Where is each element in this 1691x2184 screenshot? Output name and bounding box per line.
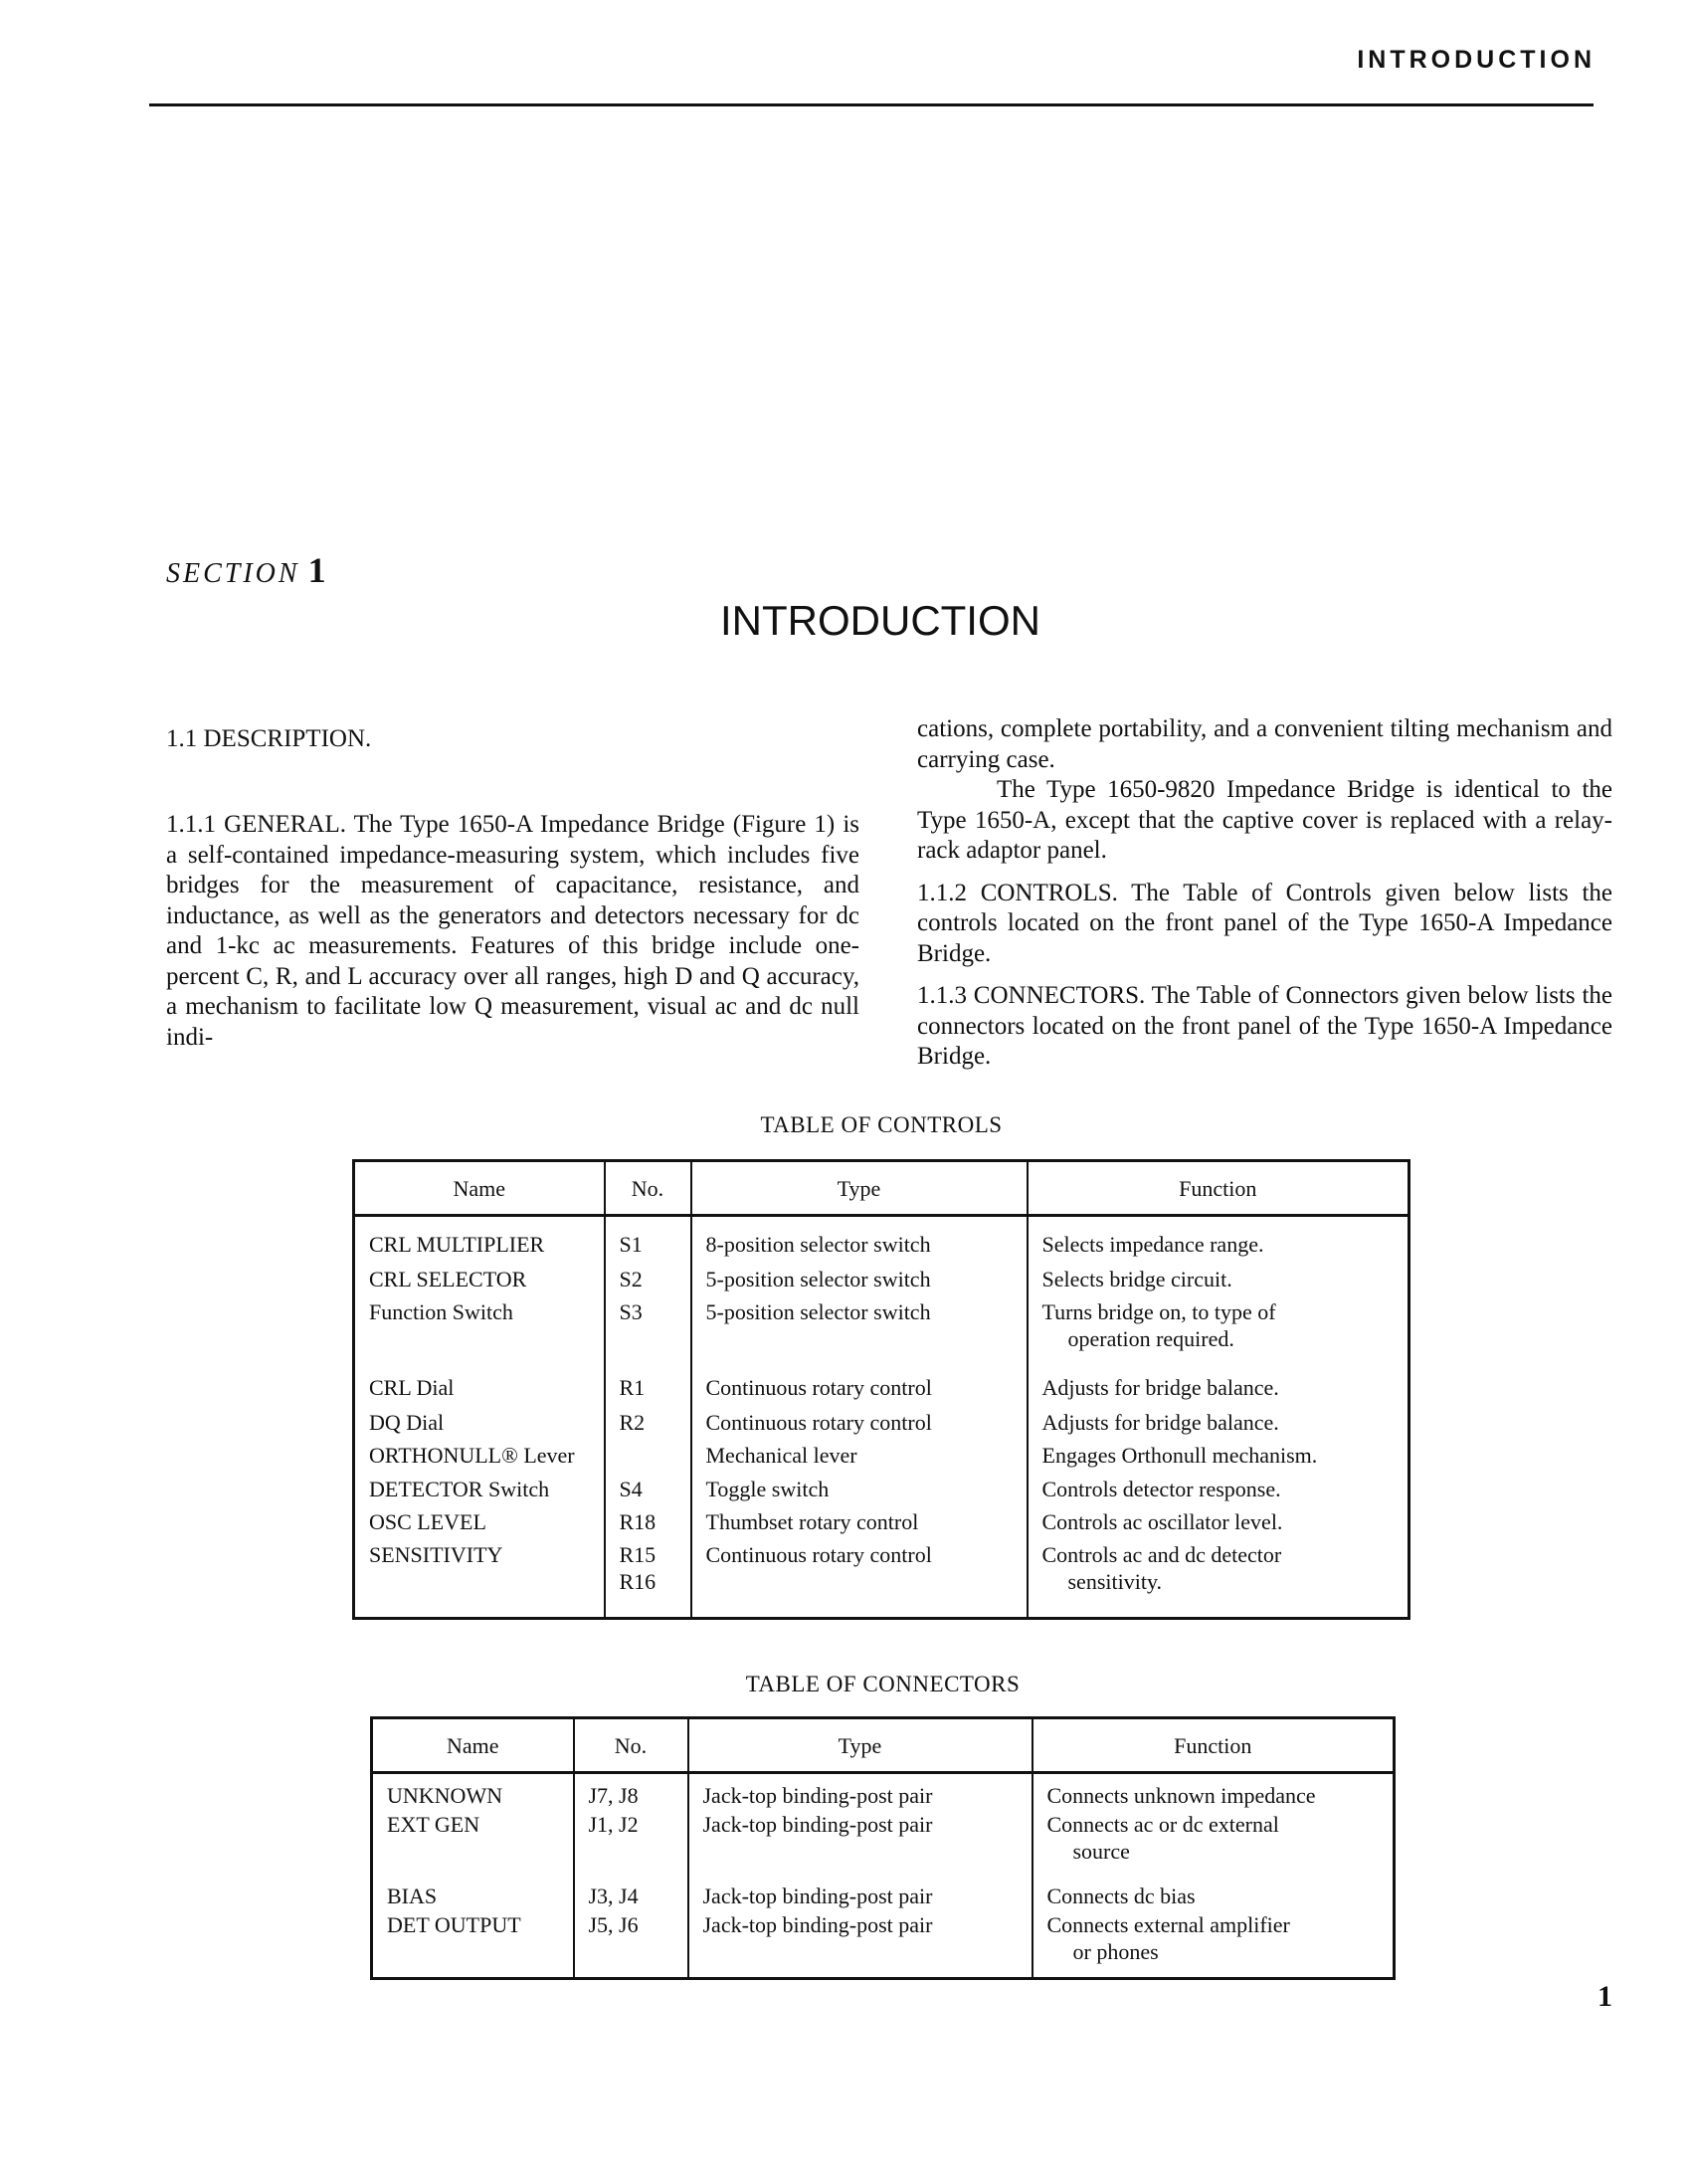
name-cell [354,1440,605,1473]
general-paragraph: 1.1.1 GENERAL. The Type 1650-A Impedance Bridge (Figure 1) is a self-contained impedance-measuring system, which includes five bridges for the measurement of capacitance, resistance, and inductance, as well as the generators and detectors necessary for dc and 1-kc ac measurements. Features of this bridge include one-percent C, R, and L accuracy over all ranges, high D and Q accuracy, a mechanism to facilitate low Q measurement, visual ac and dc null indi- [166,811,859,1051]
type-cell [691,1506,1028,1539]
function-cell [1028,1440,1409,1473]
table-row [354,1216,1409,1265]
function-cell [1028,1539,1409,1619]
header-function: Function [1033,1718,1395,1773]
function-cell [1028,1474,1409,1506]
header-name: Name [354,1161,605,1216]
connectors-table [370,1716,1396,1980]
type-cell [691,1296,1028,1360]
type-cell [691,1360,1028,1407]
type-cell [691,1440,1028,1473]
type-cell-text: 5-position selector switch [705,1267,931,1292]
no-cell-text: S2 [619,1267,643,1292]
table-row [354,1506,1409,1539]
name-cell-text: CRL MULTIPLIER [369,1232,545,1257]
table-row [372,1809,1395,1865]
type-cell [691,1216,1028,1265]
function-cell-text: Connects ac or dc external [1046,1812,1279,1837]
function-cell-text: Adjusts for bridge balance. [1041,1410,1279,1436]
chapter-title: INTRODUCTION [720,597,1040,644]
function-cell [1033,1865,1395,1909]
name-cell [372,1865,574,1909]
type-cell-text: Continuous rotary control [705,1410,932,1436]
no-cell-text: J3, J4 [588,1884,639,1908]
type-cell [691,1474,1028,1506]
no-cell-text: R2 [619,1410,646,1436]
no-cell [574,1909,688,1979]
no-cell-text: S3 [619,1299,643,1325]
name-cell [372,1773,574,1810]
type-cell-text: 5-position selector switch [705,1299,931,1325]
type-cell-text: Mechanical lever [705,1443,857,1469]
type-cell [688,1909,1033,1979]
no-cell [605,1539,691,1619]
no-cell-text: R1 [619,1375,646,1401]
no-cell [605,1440,691,1473]
type-cell [691,1539,1028,1619]
no-cell-text: R18 [619,1508,657,1534]
table-row [372,1865,1395,1909]
no-cell [605,1216,691,1265]
name-cell [354,1360,605,1407]
no-cell-text: J1, J2 [588,1812,639,1837]
function-cell-text: Controls detector response. [1041,1476,1281,1501]
table-row [354,1474,1409,1506]
no-cell-text: S1 [619,1232,643,1257]
type-cell-text: Continuous rotary control [705,1541,932,1567]
type-9820-paragraph: The Type 1650-9820 Impedance Bridge is identical to the Type 1650-A, except that the captive cover is replaced with a relay-rack adaptor panel. [917,776,1612,864]
table-row [372,1773,1395,1810]
section-label-text: SECTION [166,558,300,589]
general-paragraph-cont: cations, complete portability, and a convenient tilting mechanism and carrying case. [917,715,1612,773]
function-cell-text: Selects bridge circuit. [1041,1267,1232,1292]
function-cell-text: Connects dc bias [1046,1884,1196,1908]
type-cell [688,1809,1033,1865]
no-cell [574,1865,688,1909]
function-cell [1028,1264,1409,1296]
no-cell-text-cont: R16 [619,1568,657,1594]
table-row [354,1264,1409,1296]
header-no: No. [605,1161,691,1216]
name-cell [354,1474,605,1506]
no-cell [574,1809,688,1865]
controls-table-title: TABLE OF CONTROLS [760,1112,1003,1137]
header-rule [149,103,1594,106]
name-cell [354,1539,605,1619]
table-row [354,1440,1409,1473]
name-cell-text: OSC LEVEL [369,1508,486,1534]
type-cell [691,1407,1028,1440]
name-cell [354,1506,605,1539]
function-cell-text-cont: operation required. [1067,1326,1234,1352]
function-cell [1028,1360,1409,1407]
no-cell [605,1506,691,1539]
name-cell-text: EXT GEN [387,1812,480,1837]
no-cell [605,1264,691,1296]
connectors-table-title: TABLE OF CONNECTORS [745,1672,1021,1696]
running-header: INTRODUCTION [1357,46,1596,74]
header-name: Name [372,1718,574,1773]
name-cell [354,1216,605,1265]
type-cell-text: Jack-top binding-post pair [702,1912,933,1937]
name-cell-text: DETECTOR Switch [369,1476,550,1501]
left-column-body [166,810,859,1053]
function-cell [1033,1773,1395,1810]
no-cell [605,1360,691,1407]
name-cell-text: BIAS [387,1884,438,1908]
section-label [166,549,329,591]
function-cell-text: Connects unknown impedance [1046,1783,1316,1808]
table-row [354,1407,1409,1440]
type-cell-text: Jack-top binding-post pair [702,1783,933,1808]
function-cell [1028,1407,1409,1440]
function-cell-text: Adjusts for bridge balance. [1041,1375,1279,1401]
function-cell-text: Connects external amplifier [1046,1912,1290,1937]
function-cell-text: Engages Orthonull mechanism. [1041,1443,1318,1469]
no-cell [605,1407,691,1440]
table-row [354,1360,1409,1407]
name-cell-text: UNKNOWN [387,1783,503,1808]
type-cell [688,1773,1033,1810]
page-number: 1 [1597,1980,1612,2013]
no-cell [605,1296,691,1360]
controls-paragraph: 1.1.2 CONTROLS. The Table of Controls given below lists the controls located on the front panel of the Type 1650-A Impedance Bridge. [917,879,1612,967]
name-cell [354,1264,605,1296]
table-header-row [372,1718,1395,1773]
type-cell-text: Jack-top binding-post pair [702,1812,933,1837]
table-row [372,1909,1395,1979]
name-cell-text: CRL Dial [369,1375,455,1401]
name-cell-text: CRL SELECTOR [369,1267,527,1292]
function-cell-text: Turns bridge on, to type of [1041,1299,1276,1325]
name-cell-text: SENSITIVITY [369,1541,503,1567]
header-no: No. [574,1718,688,1773]
function-cell-text-cont: source [1072,1839,1130,1864]
no-cell-text: J7, J8 [588,1783,639,1808]
connectors-paragraph: 1.1.3 CONNECTORS. The Table of Connectors given below lists the connectors located on the front panel of the Type 1650-A Impedance Bridge. [917,982,1612,1070]
function-cell-text-cont: sensitivity. [1067,1568,1163,1594]
function-cell [1028,1506,1409,1539]
table-row [354,1296,1409,1360]
left-column [166,724,859,755]
type-cell-text: 8-position selector switch [705,1232,931,1257]
table-header-row [354,1161,1409,1216]
type-cell-text: Continuous rotary control [705,1375,932,1401]
no-cell-text: J5, J6 [588,1912,639,1937]
name-cell-text: DET OUTPUT [387,1912,521,1937]
name-cell [354,1407,605,1440]
header-type: Type [688,1718,1033,1773]
name-cell [372,1809,574,1865]
name-cell-text: ORTHONULL® Lever [369,1443,575,1469]
function-cell [1028,1216,1409,1265]
type-cell-text: Jack-top binding-post pair [702,1884,933,1908]
type-cell [688,1865,1033,1909]
right-column [917,714,1612,1073]
type-cell-text: Thumbset rotary control [705,1508,919,1534]
no-cell [605,1474,691,1506]
table-row [354,1539,1409,1619]
description-heading: 1.1 DESCRIPTION. [166,725,372,752]
function-cell [1028,1296,1409,1360]
function-cell-text: Controls ac and dc detector [1041,1541,1282,1567]
controls-table [352,1159,1410,1620]
function-cell-text-cont: or phones [1072,1939,1159,1964]
type-cell [691,1264,1028,1296]
function-cell-text: Controls ac oscillator level. [1041,1508,1283,1534]
no-cell-text: S4 [619,1476,643,1501]
no-cell-text: R15 [619,1541,657,1567]
name-cell-text: DQ Dial [369,1410,445,1436]
function-cell [1033,1909,1395,1979]
header-function: Function [1028,1161,1409,1216]
name-cell [372,1909,574,1979]
name-cell [354,1296,605,1360]
no-cell [574,1773,688,1810]
section-number: 1 [307,550,329,590]
function-cell-text: Selects impedance range. [1041,1232,1264,1257]
name-cell-text: Function Switch [369,1299,513,1325]
function-cell [1033,1809,1395,1865]
header-type: Type [691,1161,1028,1216]
type-cell-text: Toggle switch [705,1476,830,1501]
